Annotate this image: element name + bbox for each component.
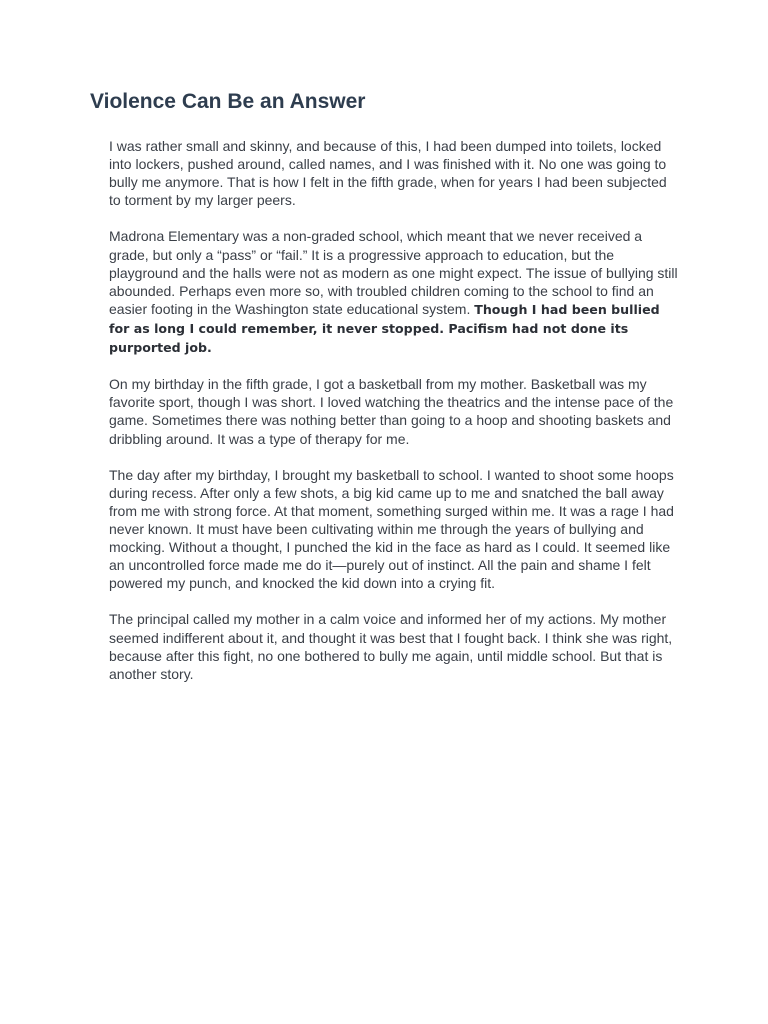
paragraph-4-text: The day after my birthday, I brought my basketball to school. I wanted to shoot some hoops during recess. After only a few shots, a big kid came up to me and snatched the ball away from me with strong force. At that moment, something surged within me. It was a rage I had never known. It must have been cultivating within me through the years of bullying and mocking. Without a thought, I punched the kid in the face as hard as I could. It seemed like an uncontrolled force made me do it—purely out of instinct. All the pain and shame I felt powered my punch, and knocked the kid down into a crying fit. — [109, 466, 674, 592]
paragraph-2 — [109, 227, 681, 357]
paragraph-1-text: I was rather small and skinny, and because of this, I had been dumped into toilets, locked into lockers, pushed around, called names, and I was finished with it. No one was going to bully me anymore. That is how I felt in the fifth grade, when for years I had been subjected to torment by my larger peers. — [109, 138, 667, 209]
paragraph-3-text: On my birthday in the fifth grade, I got a basketball from my mother. Basketball was my favorite sport, though I was short. I loved watching the theatrics and the intense pace of the game. Sometimes there was nothing better than going to a hoop and shooting baskets and dribbling around. It was a type of therapy for me. — [109, 376, 674, 447]
paragraph-2-bold-text: Though I had been bullied for as long I could remember, it never stopped. Pacifism had not done its purported job. — [109, 301, 660, 356]
paragraph-4 — [109, 466, 681, 593]
paragraph-1 — [109, 137, 681, 209]
paragraph-5 — [109, 610, 681, 682]
page-title: Violence Can Be an Answer — [90, 90, 366, 113]
paragraph-3 — [109, 375, 681, 447]
paragraph-2-text: Madrona Elementary was a non-graded school, which meant that we never received a grade, but only a “pass” or “fail.” It is a progressive approach to education, but the playground and the halls were not as modern as one might expect. The issue of bullying still abounded. Perhaps even more so, with troubled children coming to the school to find an easier footing in the Washington state educational system. — [109, 228, 678, 317]
document-body — [109, 137, 681, 701]
paragraph-5-text: The principal called my mother in a calm voice and informed her of my actions. My mother seemed indifferent about it, and thought it was best that I fought back. I think she was right, because after this fight, no one bothered to bully me again, until middle school. But that is another story. — [109, 611, 673, 682]
